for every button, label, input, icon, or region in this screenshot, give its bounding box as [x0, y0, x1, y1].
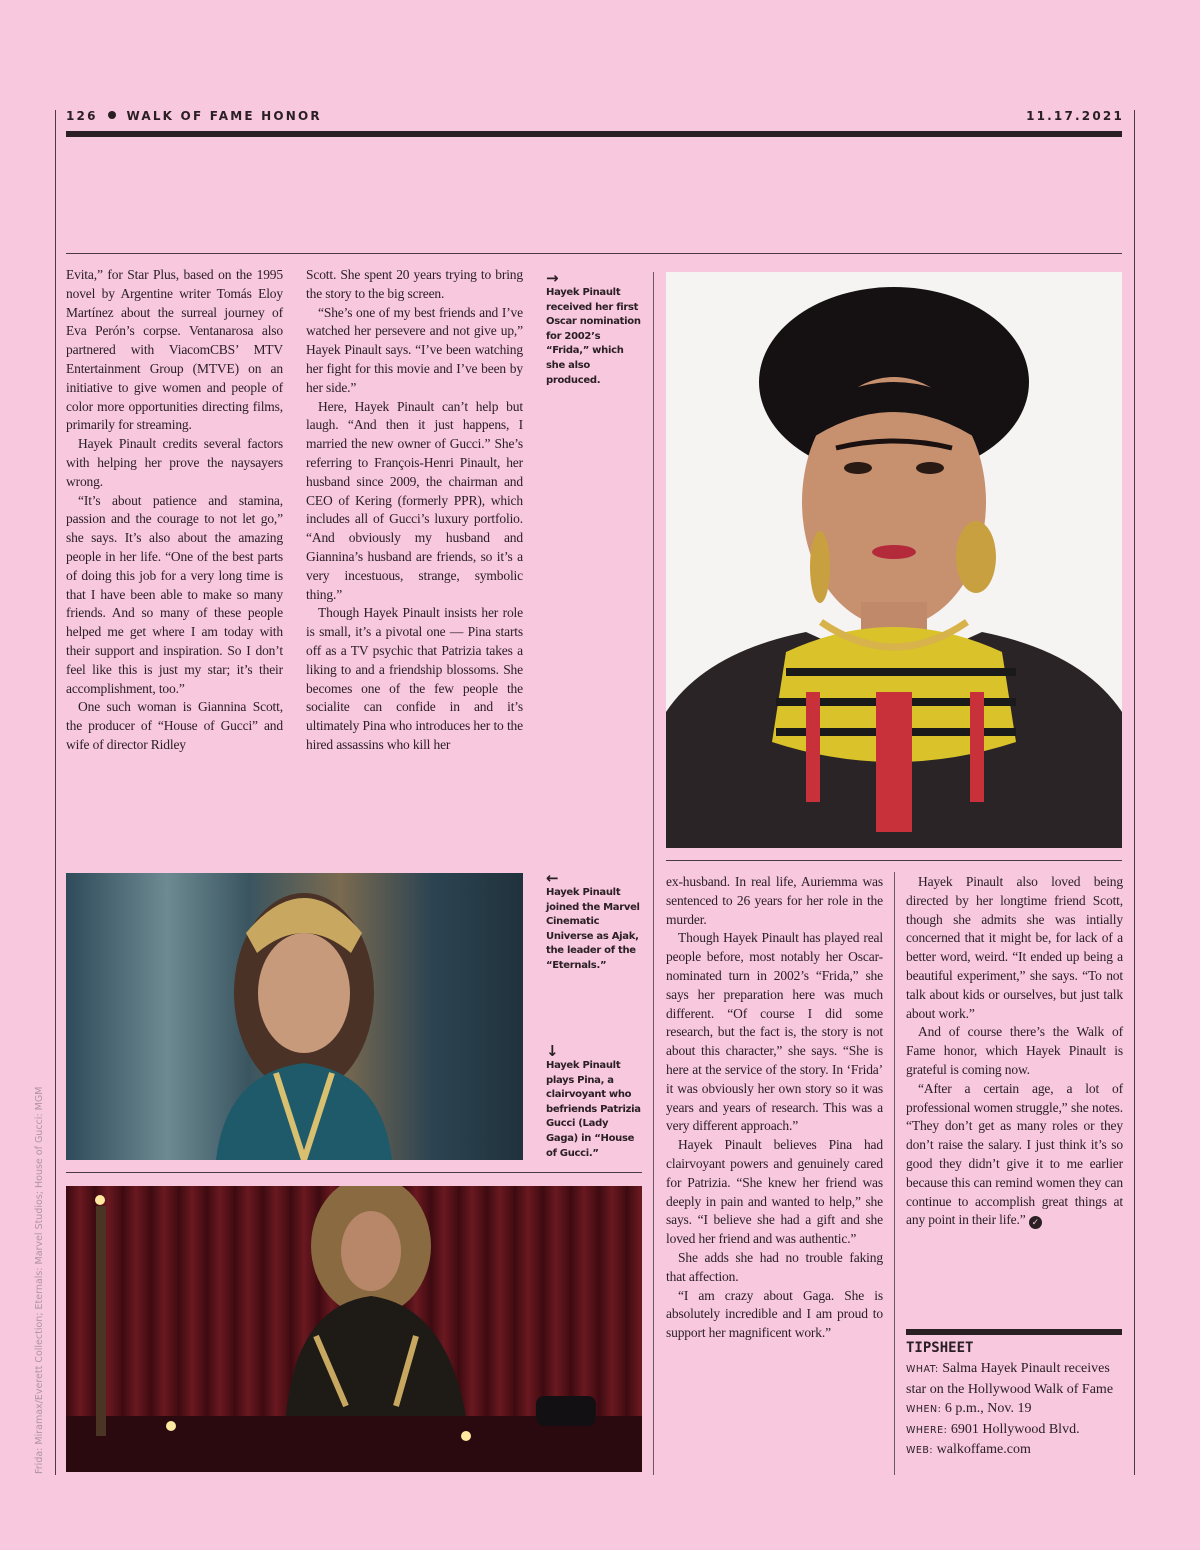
- photo-credit: Frida: Miramax/Everett Collection; Eternals: Marvel Studios; House of Gucci: MGM: [34, 1086, 45, 1474]
- article-column-1: [66, 266, 283, 755]
- web-link[interactable]: walkoffame.com: [936, 1442, 1031, 1457]
- paragraph: Hayek Pinault also loved being directed by her longtime friend Scott, though she admits she was intially concerned that it might be, for lack of a better word, weird. “It ended up being a beautiful experiment,” she says. “To not talk about kids or ourselves, but just talk about work.”: [906, 874, 1123, 1021]
- where-value: 6901 Hollywood Blvd.: [950, 1421, 1080, 1437]
- photo-rule: [666, 860, 1122, 861]
- paragraph: Evita,” for Star Plus, based on the 1995 novel by Argentine writer Tomás Eloy Martínez about the surreal journey of Eva Perón’s corpse. Ventanarosa also partnered with ViacomCBS’ MTV Entertainment Group (MTVE) on an initiative to give women and people of color more opportunities directing films, primarily for streaming.: [66, 267, 283, 433]
- header-rule: [66, 131, 1122, 137]
- right-margin-rule: [1134, 110, 1135, 1475]
- article-column-4: [906, 873, 1123, 1230]
- article-column-2: [306, 266, 523, 755]
- paragraph: [906, 1080, 1123, 1230]
- caption-text: Hayek Pinault plays Pina, a clairvoyant who befriends Patrizia Gucci (Lady Gaga) in “House of Gucci.”: [546, 1060, 641, 1159]
- paragraph: Though Hayek Pinault insists her role is small, it’s a pivotal one — Pina starts off as a TV psychic that Patrizia takes a liking to and a friendship blossoms. She becomes one of the few people the socialite can confide in and it’s ultimately Pina who introduces her to the hired assassins who kill her: [306, 605, 523, 752]
- caption-text: Hayek Pinault received her first Oscar nomination for 2002’s “Frida,” which she also produced.: [546, 287, 641, 386]
- web-label: WEB:: [906, 1445, 934, 1456]
- eternals-ajak-illustration: [66, 873, 523, 1160]
- arrow-right-icon: →: [546, 269, 559, 287]
- caption-text: Hayek Pinault joined the Marvel Cinematic Universe as Ajak, the leader of the “Eternals.”: [546, 887, 640, 971]
- what-value: Salma Hayek Pinault receives star on the Hollywood Walk of Fame: [906, 1361, 1114, 1397]
- page-section-header: [66, 109, 322, 123]
- bullet-icon: [108, 111, 116, 119]
- eternals-photo: [66, 873, 523, 1160]
- end-mark-icon: ✓: [1029, 1216, 1042, 1229]
- paragraph: “It’s about patience and stamina, passion and the courage to not let go,” she says. It’s also about the amazing people in her life. “One of the best parts of doing this job for a very long time is that I have been able to make so many friends. And so many of these people helped me get where I am today with their support and inspiration. So I don’t feel like this is just my star; it’s their accomplishment, too.”: [66, 492, 283, 696]
- paragraph-text: “After a certain age, a lot of professional women struggle,” she notes. “They don’t get as many roles or they don’t raise the salary. I just think it’s so good they didn’t give it to me earlier because this can remind women they can continue to accomplish great things at any point in their life.”: [906, 1080, 1123, 1228]
- paragraph: Here, Hayek Pinault can’t help but laugh. “And then it just happens, I married the new owner of Gucci.” She’s referring to François-Henri Pinault, her husband since 2009, the chairman and CEO of Kering (formerly PPR), which includes all of Gucci’s luxury portfolio. “And obviously my husband and Giannina’s husband are friends, so it’s a very incestuous, strange, symbolic thing.”: [306, 398, 523, 602]
- when-value: 6 p.m., Nov. 19: [944, 1401, 1032, 1416]
- frida-caption: [546, 270, 642, 388]
- paragraph: “I am crazy about Gaga. She is absolutely incredible and I am proud to support her magnificent work.”: [666, 1287, 883, 1341]
- tipsheet-details: [906, 1359, 1126, 1461]
- tipsheet-bar: [906, 1329, 1122, 1335]
- arrow-left-icon: ←: [546, 869, 559, 887]
- what-label: WHAT:: [906, 1364, 939, 1375]
- when-label: WHEN:: [906, 1404, 942, 1415]
- paragraph: ex-husband. In real life, Auriemma was sentenced to 26 years for her role in the murder.: [666, 874, 883, 927]
- pina-psychic-illustration: [66, 1186, 642, 1472]
- issue-date: 11.17.2021: [1026, 109, 1124, 123]
- paragraph: “She’s one of my best friends and I’ve watched her persevere and not give up,” Hayek Pinault says. “I’ve been watching her fight for this movie and I’ve been by her side.”: [306, 304, 523, 395]
- article-column-3: [666, 873, 883, 1343]
- caption-column-rule: [653, 272, 654, 1475]
- paragraph: Hayek Pinault believes Pina had clairvoyant powers and genuinely cared for Patrizia. “She knew her friend was deeply in pain and wanted to help,” she says. “I believe she had a gift and she loved her friend and was authentic.”: [666, 1137, 883, 1247]
- photo-divider-rule: [66, 1172, 642, 1173]
- left-margin-rule: [55, 110, 56, 1475]
- house-of-gucci-photo: [66, 1186, 642, 1472]
- column-rule: [894, 872, 895, 1475]
- frida-portrait-illustration: [666, 272, 1122, 848]
- paragraph: And of course there’s the Walk of Fame honor, which Hayek Pinault is grateful is coming now.: [906, 1024, 1123, 1077]
- paragraph: Though Hayek Pinault has played real people before, most notably her Oscar-nominated turn in 2002’s “Frida,” she says her preparation here was much different. “Of course I did some research, but the fact is, the story is not about this character,” she says. “She is here at the service of the story. In ‘Frida’ it was obviously her own story so it was years and years of research. This was a very different approach.”: [666, 930, 883, 1134]
- tipsheet-title: TIPSHEET: [906, 1340, 974, 1356]
- paragraph: She adds she had no trouble faking that affection.: [666, 1249, 883, 1284]
- frida-photo: [666, 272, 1122, 848]
- top-content-rule: [66, 253, 1122, 254]
- gucci-caption: [546, 1043, 642, 1161]
- paragraph: One such woman is Giannina Scott, the producer of “House of Gucci” and wife of director Ridley: [66, 699, 283, 752]
- arrow-down-icon: ↓: [546, 1042, 559, 1060]
- eternals-caption: [546, 870, 642, 974]
- paragraph: Hayek Pinault credits several factors with helping her prove the naysayers wrong.: [66, 436, 283, 489]
- page-number: 126: [66, 109, 98, 123]
- paragraph: Scott. She spent 20 years trying to bring the story to the big screen.: [306, 267, 523, 301]
- section-title: WALK OF FAME HONOR: [126, 109, 322, 123]
- where-label: WHERE:: [906, 1424, 948, 1436]
